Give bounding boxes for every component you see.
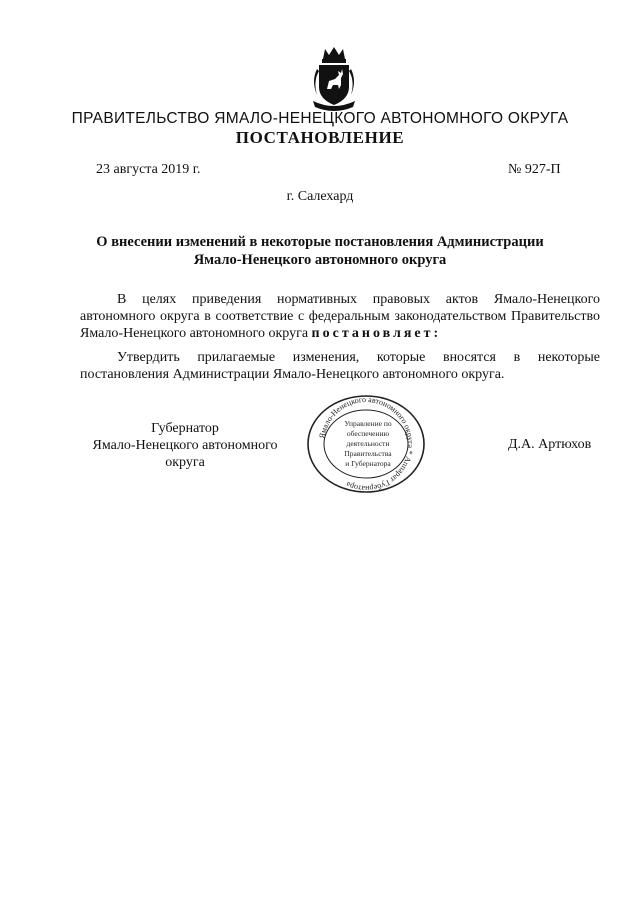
stamp-line-3: деятельности bbox=[346, 439, 390, 448]
document-number: № 927-П bbox=[508, 162, 561, 177]
signatory-position bbox=[80, 420, 290, 471]
signatory-position-line-1: Губернатор bbox=[151, 421, 219, 436]
coat-of-arms-icon bbox=[305, 45, 363, 113]
document-city: г. Салехард bbox=[286, 189, 354, 204]
signatory-position-line-2: Ямало-Ненецкого автономного округа bbox=[92, 438, 278, 470]
stamp-ring-text: Ямало-Ненецкого автономного округа * Аппарат Губернатора bbox=[317, 394, 416, 494]
stamp-line-4: Правительства bbox=[344, 449, 392, 458]
document-date: 23 августа 2019 г. bbox=[96, 162, 201, 177]
stamp-line-5: и Губернатора bbox=[345, 459, 391, 468]
body-paragraph-2: Утвердить прилагаемые изменения, которые вносятся в некоторые постановления Администрации Ямало-Ненецкого автономного округа. bbox=[80, 350, 600, 382]
resolves-word: постановляет: bbox=[311, 326, 442, 341]
government-title: ПРАВИТЕЛЬСТВО ЯМАЛО-НЕНЕЦКОГО АВТОНОМНОГО ОКРУГА bbox=[71, 110, 569, 127]
stamp-line-1: Управление по bbox=[344, 419, 392, 428]
stamp-line-2: обеспечению bbox=[346, 429, 390, 438]
document-type: ПОСТАНОВЛЕНИЕ bbox=[235, 128, 405, 147]
body-paragraph-1-text: В целях приведения нормативных правовых актов Ямало-Ненецкого автономного округа в соответствие с федеральным законодательством Правительство Ямало-Ненецкого автономного округа bbox=[80, 292, 600, 341]
body-paragraph-1 bbox=[80, 291, 600, 342]
signatory-name: Д.А. Артюхов bbox=[508, 437, 592, 452]
document-subject: О внесении изменений в некоторые постановления Администрации Ямало-Ненецкого автономного округа bbox=[96, 234, 544, 268]
official-stamp bbox=[296, 392, 436, 496]
